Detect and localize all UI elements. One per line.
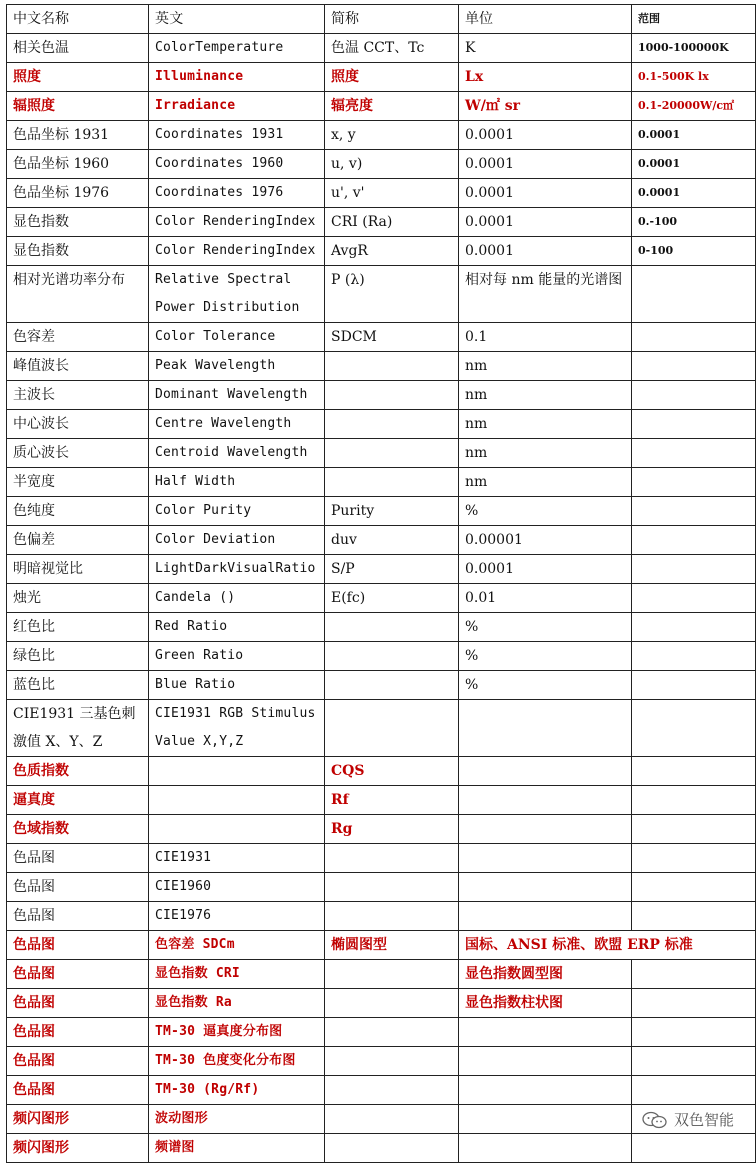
cell-zh: 色品图 — [7, 902, 149, 931]
cell-range — [632, 526, 756, 555]
table-row — [7, 497, 756, 526]
cell-en: ColorTemperature — [149, 34, 325, 63]
cell-en: 显色指数 CRI — [149, 960, 325, 989]
cell-unit — [459, 902, 632, 931]
table-row — [7, 613, 756, 642]
table-row — [7, 844, 756, 873]
cell-zh: 色品图 — [7, 844, 149, 873]
cell-unit: % — [459, 613, 632, 642]
table-row — [7, 931, 756, 960]
table-row — [7, 1076, 756, 1105]
cell-zh: 色品图 — [7, 989, 149, 1018]
cell-zh: 照度 — [7, 63, 149, 92]
cell-zh: 相对光谱功率分布 — [7, 266, 149, 323]
cell-range — [632, 757, 756, 786]
cell-unit — [459, 844, 632, 873]
cell-range — [632, 266, 756, 323]
cell-en: Color Deviation — [149, 526, 325, 555]
cell-range — [632, 960, 756, 989]
cell-abbr — [325, 439, 459, 468]
cell-zh: 质心波长 — [7, 439, 149, 468]
table-row — [7, 873, 756, 902]
cell-abbr — [325, 352, 459, 381]
cell-en: Red Ratio — [149, 613, 325, 642]
cell-abbr — [325, 1047, 459, 1076]
table-row — [7, 468, 756, 497]
cell-range — [632, 844, 756, 873]
cell-abbr — [325, 1076, 459, 1105]
cell-en: 频谱图 — [149, 1134, 325, 1163]
cell-range — [632, 1076, 756, 1105]
cell-unit: 0.0001 — [459, 208, 632, 237]
cell-unit: K — [459, 34, 632, 63]
cell-abbr: 辐亮度 — [325, 92, 459, 121]
cell-range — [632, 873, 756, 902]
cell-abbr: E(fc) — [325, 584, 459, 613]
cell-zh: 显色指数 — [7, 208, 149, 237]
table-row — [7, 700, 756, 757]
cell-unit: 0.0001 — [459, 179, 632, 208]
table-row — [7, 439, 756, 468]
cell-range — [632, 584, 756, 613]
cell-abbr: 椭圆图型 — [325, 931, 459, 960]
cell-range — [632, 1018, 756, 1047]
cell-abbr — [325, 989, 459, 1018]
cell-en: Coordinates 1960 — [149, 150, 325, 179]
cell-abbr: P (λ) — [325, 266, 459, 323]
cell-abbr — [325, 844, 459, 873]
header-cell-abbr: 简称 — [325, 5, 459, 34]
cell-zh: 辐照度 — [7, 92, 149, 121]
cell-unit: 显色指数圆型图 — [459, 960, 632, 989]
cell-en: TM-30 (Rg/Rf) — [149, 1076, 325, 1105]
table-row — [7, 555, 756, 584]
cell-en: Color RenderingIndex — [149, 208, 325, 237]
cell-range: 0.-100 — [632, 208, 756, 237]
cell-zh: 色域指数 — [7, 815, 149, 844]
cell-unit — [459, 1076, 632, 1105]
table-row — [7, 92, 756, 121]
table-row — [7, 786, 756, 815]
cell-unit: nm — [459, 468, 632, 497]
table-row — [7, 352, 756, 381]
cell-range — [632, 555, 756, 584]
cell-zh: 色质指数 — [7, 757, 149, 786]
header-cell-unit: 单位 — [459, 5, 632, 34]
cell-abbr: AvgR — [325, 237, 459, 266]
cell-abbr: SDCM — [325, 323, 459, 352]
cell-abbr: u', v' — [325, 179, 459, 208]
cell-en: CIE1960 — [149, 873, 325, 902]
cell-unit: nm — [459, 439, 632, 468]
table-row — [7, 815, 756, 844]
cell-range — [632, 352, 756, 381]
table-row — [7, 584, 756, 613]
cell-unit: 0.0001 — [459, 237, 632, 266]
cell-en: Peak Wavelength — [149, 352, 325, 381]
cell-abbr: x, y — [325, 121, 459, 150]
cell-range: 0.1-500K lx — [632, 63, 756, 92]
table-row — [7, 1018, 756, 1047]
cell-en: Color Purity — [149, 497, 325, 526]
cell-abbr: duv — [325, 526, 459, 555]
cell-unit: % — [459, 642, 632, 671]
wechat-icon — [642, 1111, 668, 1129]
table-row — [7, 526, 756, 555]
cell-range: 1000-100000K — [632, 34, 756, 63]
cell-zh: 色品坐标 1960 — [7, 150, 149, 179]
cell-en: TM-30 逼真度分布图 — [149, 1018, 325, 1047]
table-row — [7, 902, 756, 931]
table-row — [7, 179, 756, 208]
cell-unit: 国标、ANSI 标准、欧盟 ERP 标准 — [459, 931, 756, 960]
header-cell-en: 英文 — [149, 5, 325, 34]
cell-zh: 频闪图形 — [7, 1105, 149, 1134]
cell-en: Centre Wavelength — [149, 410, 325, 439]
table-row — [7, 1047, 756, 1076]
cell-zh: 色品图 — [7, 1047, 149, 1076]
cell-zh: 色偏差 — [7, 526, 149, 555]
table-row — [7, 150, 756, 179]
cell-abbr — [325, 671, 459, 700]
cell-en: Green Ratio — [149, 642, 325, 671]
parameter-table — [6, 4, 756, 1163]
cell-range — [632, 323, 756, 352]
cell-unit: nm — [459, 352, 632, 381]
cell-unit: 0.0001 — [459, 555, 632, 584]
table-row — [7, 757, 756, 786]
cell-range — [632, 1134, 756, 1163]
header-cell-range: 范围 — [632, 5, 756, 34]
cell-en: 色容差 SDCm — [149, 931, 325, 960]
cell-abbr — [325, 960, 459, 989]
cell-unit — [459, 1018, 632, 1047]
cell-en: LightDarkVisualRatio — [149, 555, 325, 584]
cell-unit: 0.1 — [459, 323, 632, 352]
cell-abbr: Rg — [325, 815, 459, 844]
cell-zh: 色品图 — [7, 1018, 149, 1047]
cell-zh: 明暗视觉比 — [7, 555, 149, 584]
cell-range — [632, 613, 756, 642]
cell-unit — [459, 757, 632, 786]
cell-en: CIE1931 — [149, 844, 325, 873]
cell-unit: 显色指数柱状图 — [459, 989, 632, 1018]
cell-en: 波动图形 — [149, 1105, 325, 1134]
cell-en: Illuminance — [149, 63, 325, 92]
cell-abbr: CQS — [325, 757, 459, 786]
header-cell-zh: 中文名称 — [7, 5, 149, 34]
cell-zh: 色品图 — [7, 1076, 149, 1105]
cell-abbr: 色温 CCT、Tc — [325, 34, 459, 63]
cell-en: Irradiance — [149, 92, 325, 121]
cell-unit: % — [459, 497, 632, 526]
cell-abbr — [325, 410, 459, 439]
cell-abbr — [325, 1018, 459, 1047]
cell-abbr: S/P — [325, 555, 459, 584]
cell-unit: % — [459, 671, 632, 700]
cell-unit — [459, 700, 632, 757]
cell-en — [149, 757, 325, 786]
cell-range — [632, 815, 756, 844]
table-row — [7, 63, 756, 92]
cell-zh: 蓝色比 — [7, 671, 149, 700]
cell-abbr: Purity — [325, 497, 459, 526]
table-row — [7, 266, 756, 323]
cell-unit: 0.0001 — [459, 150, 632, 179]
cell-zh: 色品坐标 1931 — [7, 121, 149, 150]
cell-unit — [459, 1105, 632, 1134]
cell-range — [632, 439, 756, 468]
table-row — [7, 381, 756, 410]
table-row — [7, 410, 756, 439]
cell-en: CIE1976 — [149, 902, 325, 931]
cell-en: Blue Ratio — [149, 671, 325, 700]
cell-en: Color Tolerance — [149, 323, 325, 352]
cell-zh: 半宽度 — [7, 468, 149, 497]
table-row — [7, 208, 756, 237]
cell-en — [149, 815, 325, 844]
cell-zh: 峰值波长 — [7, 352, 149, 381]
cell-abbr — [325, 700, 459, 757]
cell-zh: 色品坐标 1976 — [7, 179, 149, 208]
cell-abbr — [325, 468, 459, 497]
cell-range — [632, 989, 756, 1018]
table-header-row — [7, 5, 756, 34]
cell-range: 0-100 — [632, 237, 756, 266]
cell-unit: 0.01 — [459, 584, 632, 613]
table-row — [7, 642, 756, 671]
watermark-text: 双色智能 — [673, 1111, 734, 1129]
cell-en: TM-30 色度变化分布图 — [149, 1047, 325, 1076]
cell-abbr — [325, 381, 459, 410]
cell-en: Coordinates 1976 — [149, 179, 325, 208]
cell-abbr: u, v) — [325, 150, 459, 179]
cell-range — [632, 642, 756, 671]
cell-abbr: CRI (Ra) — [325, 208, 459, 237]
cell-zh: 中心波长 — [7, 410, 149, 439]
cell-en: CIE1931 RGB Stimulus Value X,Y,Z — [149, 700, 325, 757]
cell-zh: 色品图 — [7, 960, 149, 989]
cell-range: 0.0001 — [632, 121, 756, 150]
cell-range — [632, 468, 756, 497]
table-row — [7, 34, 756, 63]
cell-range — [632, 410, 756, 439]
cell-zh: 红色比 — [7, 613, 149, 642]
cell-range — [632, 700, 756, 757]
cell-zh: 色纯度 — [7, 497, 149, 526]
cell-en: Candela () — [149, 584, 325, 613]
cell-range: 0.1-20000W/c㎡ — [632, 92, 756, 121]
cell-en: Color RenderingIndex — [149, 237, 325, 266]
cell-range: 0.0001 — [632, 150, 756, 179]
watermark — [642, 1109, 734, 1130]
table-row — [7, 1134, 756, 1163]
table-row — [7, 323, 756, 352]
cell-zh: 显色指数 — [7, 237, 149, 266]
cell-abbr — [325, 1134, 459, 1163]
cell-zh: 色品图 — [7, 873, 149, 902]
cell-unit: nm — [459, 410, 632, 439]
cell-unit: nm — [459, 381, 632, 410]
cell-abbr — [325, 613, 459, 642]
cell-abbr — [325, 873, 459, 902]
cell-unit — [459, 873, 632, 902]
cell-range — [632, 902, 756, 931]
cell-zh: 烛光 — [7, 584, 149, 613]
table-row — [7, 671, 756, 700]
cell-en — [149, 786, 325, 815]
table-row — [7, 960, 756, 989]
cell-unit — [459, 815, 632, 844]
cell-zh: 主波长 — [7, 381, 149, 410]
cell-unit — [459, 786, 632, 815]
cell-en: Coordinates 1931 — [149, 121, 325, 150]
cell-zh: CIE1931 三基色刺激值 X、Y、Z — [7, 700, 149, 757]
cell-unit: Lx — [459, 63, 632, 92]
cell-unit — [459, 1047, 632, 1076]
cell-abbr — [325, 642, 459, 671]
cell-en: Half Width — [149, 468, 325, 497]
cell-en: Relative Spectral Power Distribution — [149, 266, 325, 323]
cell-abbr — [325, 902, 459, 931]
cell-unit: 0.0001 — [459, 121, 632, 150]
cell-unit: W/㎡ sr — [459, 92, 632, 121]
cell-unit: 相对每 nm 能量的光谱图 — [459, 266, 632, 323]
cell-unit: 0.00001 — [459, 526, 632, 555]
cell-abbr: Rf — [325, 786, 459, 815]
cell-range — [632, 786, 756, 815]
cell-unit — [459, 1134, 632, 1163]
cell-en: Dominant Wavelength — [149, 381, 325, 410]
cell-abbr: 照度 — [325, 63, 459, 92]
cell-range — [632, 671, 756, 700]
cell-zh: 色品图 — [7, 931, 149, 960]
cell-abbr — [325, 1105, 459, 1134]
cell-zh: 色容差 — [7, 323, 149, 352]
cell-range — [632, 1047, 756, 1076]
cell-zh: 绿色比 — [7, 642, 149, 671]
cell-zh: 逼真度 — [7, 786, 149, 815]
cell-range — [632, 497, 756, 526]
table-row — [7, 237, 756, 266]
cell-zh: 频闪图形 — [7, 1134, 149, 1163]
cell-en: Centroid Wavelength — [149, 439, 325, 468]
cell-range — [632, 381, 756, 410]
cell-en: 显色指数 Ra — [149, 989, 325, 1018]
table-row — [7, 121, 756, 150]
cell-zh: 相关色温 — [7, 34, 149, 63]
cell-range: 0.0001 — [632, 179, 756, 208]
table-row — [7, 989, 756, 1018]
